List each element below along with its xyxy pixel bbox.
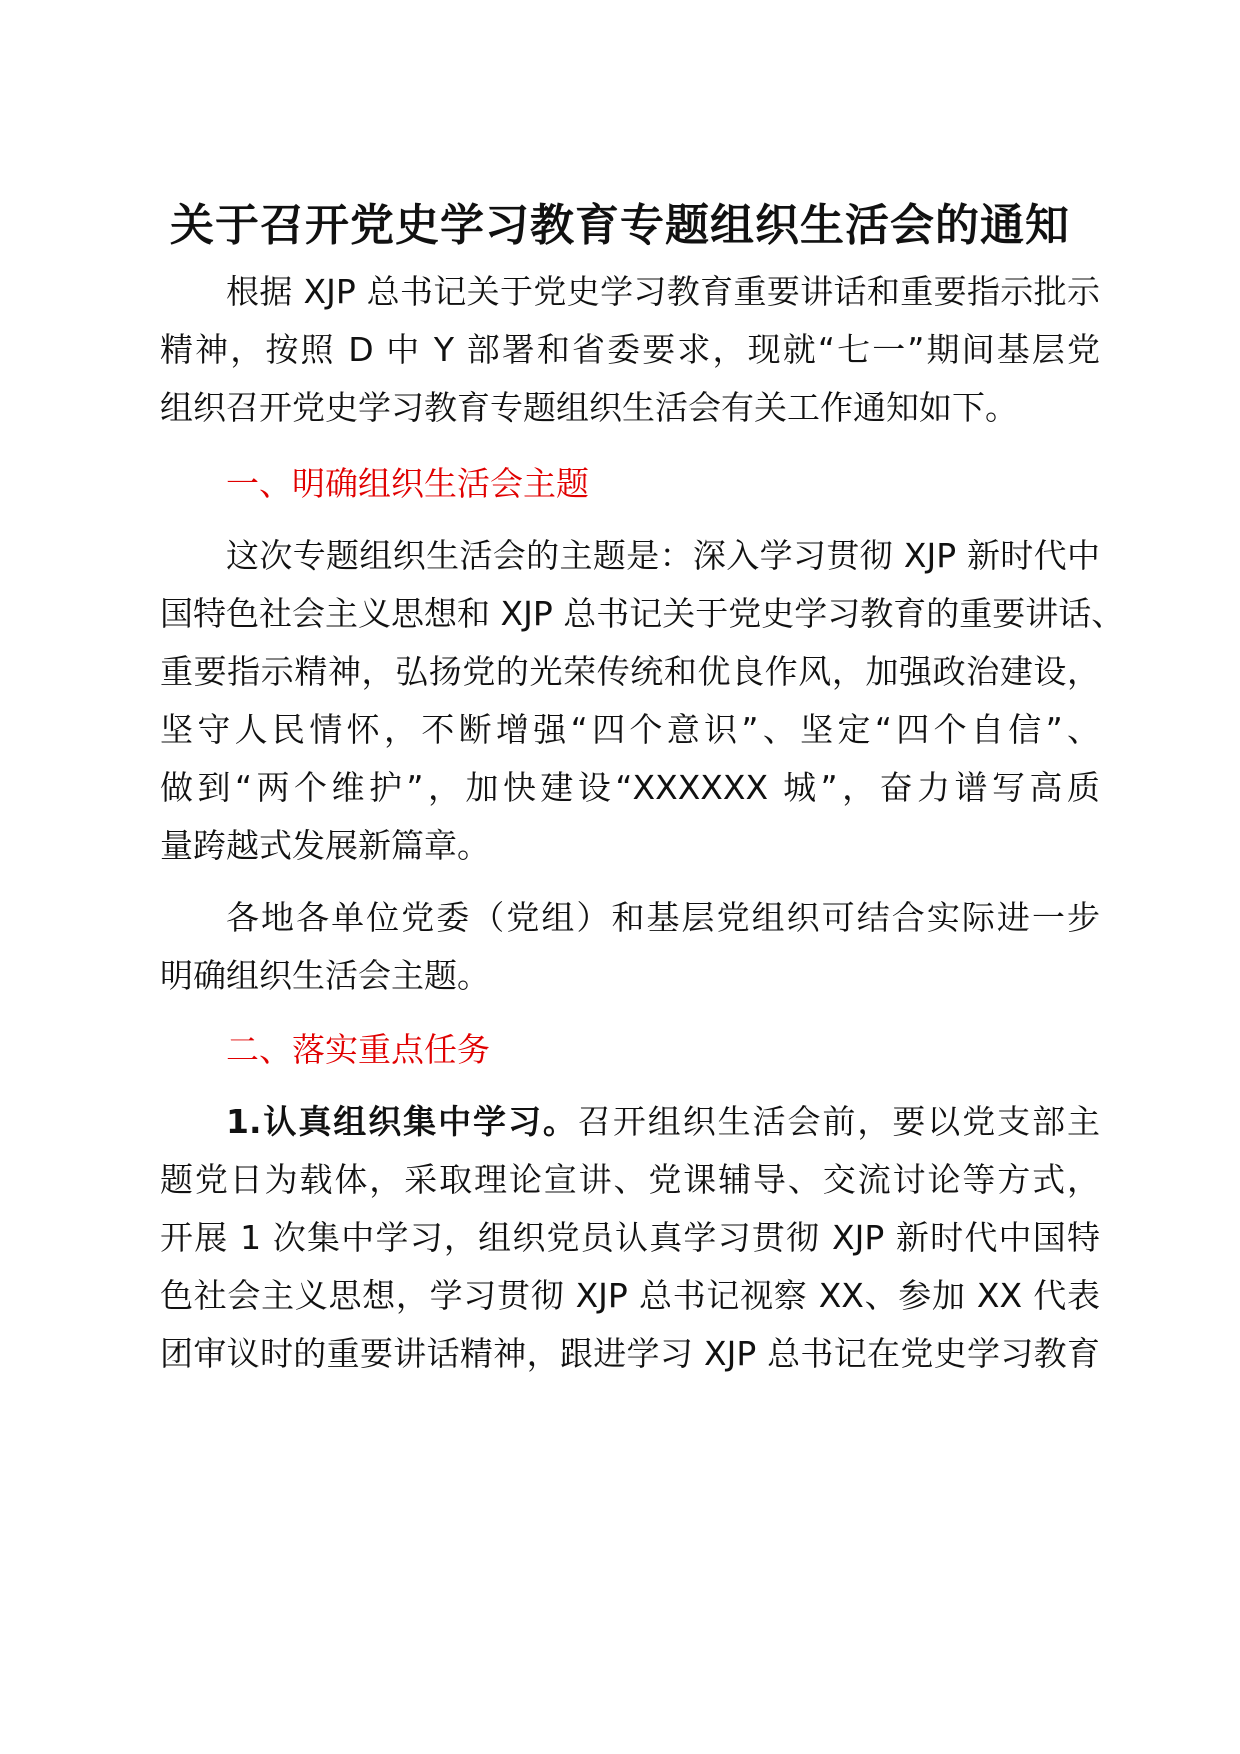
section1-para1-line: 国特色社会主义思想和 XJP 总书记关于党史学习教育的重要讲话、 <box>160 594 1125 633</box>
item1-first-text: 召开组织生活会前，要以党支部主 <box>577 1102 1100 1141</box>
item1-first-line <box>226 1096 1100 1148</box>
section1-para2-line: 各地各单位党委（党组）和基层党组织可结合实际进一步 <box>226 898 1100 937</box>
document-title: 关于召开党史学习教育专题组织生活会的通知 <box>170 200 1070 251</box>
section2-heading: 二、落实重点任务 <box>226 1030 490 1069</box>
section1-para2-line: 明确组织生活会主题。 <box>160 956 490 995</box>
item1-line: 开展 1 次集中学习，组织党员认真学习贯彻 XJP 新时代中国特 <box>160 1218 1100 1257</box>
section1-heading: 一、明确组织生活会主题 <box>226 464 589 503</box>
item1-line: 题党日为载体，采取理论宣讲、党课辅导、交流讨论等方式， <box>160 1160 1100 1199</box>
section1-para1-line: 这次专题组织生活会的主题是：深入学习贯彻 XJP 新时代中 <box>226 536 1100 575</box>
item1-line: 色社会主义思想，学习贯彻 XJP 总书记视察 XX、参加 XX 代表 <box>160 1276 1100 1315</box>
item1-title: 1.认真组织集中学习。 <box>226 1102 578 1141</box>
section1-para1-line: 重要指示精神，弘扬党的光荣传统和优良作风，加强政治建设， <box>160 652 1100 691</box>
section1-para1-line: 坚守人民情怀，不断增强“四个意识”、坚定“四个自信”、 <box>160 710 1100 749</box>
section1-para1-line: 量跨越式发展新篇章。 <box>160 826 490 865</box>
item1-line: 团审议时的重要讲话精神，跟进学习 XJP 总书记在党史学习教育 <box>160 1334 1100 1373</box>
intro-line: 精神，按照 D 中 Y 部署和省委要求，现就“七一”期间基层党 <box>160 330 1100 369</box>
intro-line: 组织召开党史学习教育专题组织生活会有关工作通知如下。 <box>160 388 1018 427</box>
intro-line: 根据 XJP 总书记关于党史学习教育重要讲话和重要指示批示 <box>226 272 1100 311</box>
section1-para1-line: 做到“两个维护”，加快建设“XXXXXX 城”，奋力谱写高质 <box>160 768 1100 807</box>
